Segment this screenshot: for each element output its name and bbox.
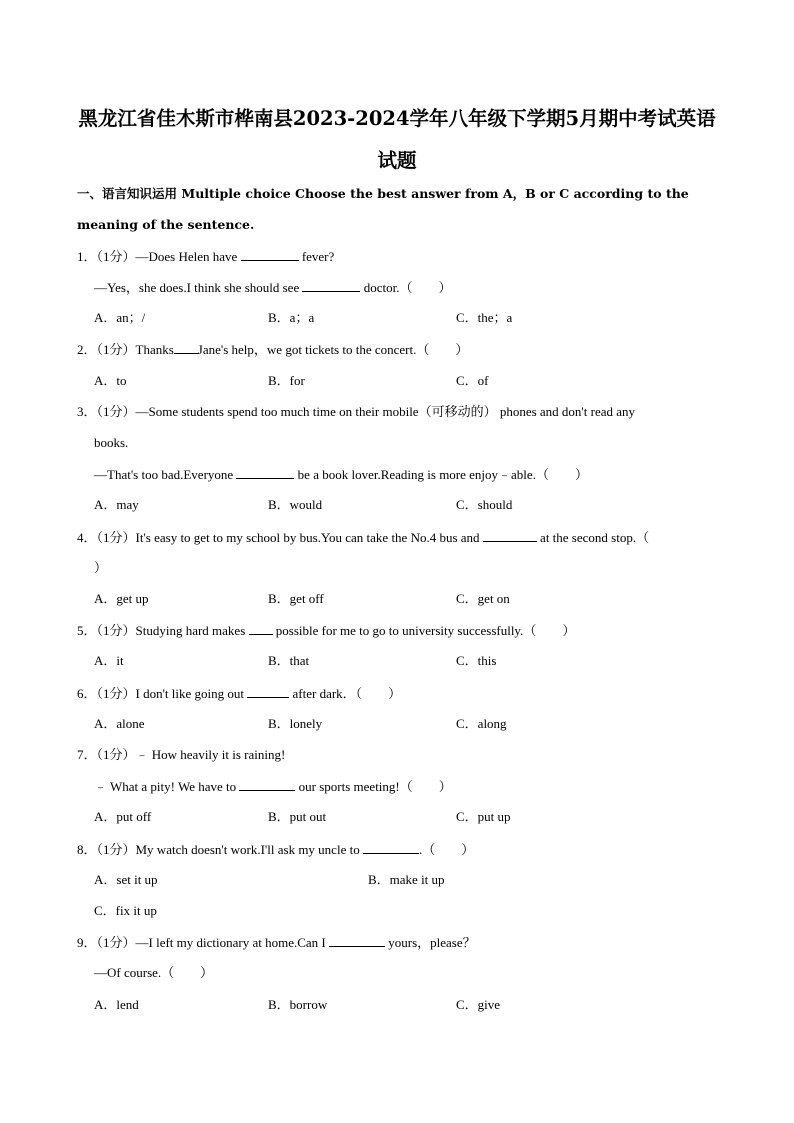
question-6: 6．（1分）I don't like going out after dark．（ ） [77,683,401,703]
option-b[interactable]: B．lonely [268,716,323,731]
option-a[interactable]: A．an；/ [94,310,146,325]
option-b[interactable]: B．put out [268,809,327,824]
option-c[interactable]: C．give [456,997,501,1012]
option-c[interactable]: C．this [456,653,497,668]
question-9-response: —Of course.（ ） [94,965,214,980]
question-3-response: —That's too bad.Everyone be a book lover.Reading is more enjoy﹣able.（ ） [94,464,588,484]
question-4: 4．（1分）It's easy to get to my school by bus.You can take the No.4 bus and at the second stop.（ [77,527,649,547]
answer-blank [241,246,299,261]
question-4-continued: ） [94,560,108,575]
section-heading: 一、语言知识运用 Multiple choice Choose the best answer from A，B or C according to the meaning of the sentence. [77,186,689,232]
option-b[interactable]: B．get off [268,591,324,606]
option-b[interactable]: B．borrow [268,997,328,1012]
option-c[interactable]: C．get on [456,591,510,606]
answer-blank [236,464,294,479]
page-title: 黑龙江省佳木斯市桦南县2023-2024学年八年级下学期5月期中考试英语 [78,107,716,130]
option-b[interactable]: B．would [268,497,323,512]
option-c[interactable]: C．put up [456,809,511,824]
option-a[interactable]: A．lend [94,997,139,1012]
option-a[interactable]: A．it [94,653,124,668]
question-2: 2．（1分）Thanks Jane's help，we got tickets to the concert.（ ） [77,339,468,359]
answer-blank [247,683,289,698]
answer-blank [363,839,419,854]
answer-blank [329,932,385,947]
answer-blank [302,277,360,292]
option-b[interactable]: B．a；a [268,310,315,325]
option-a[interactable]: A．alone [94,716,145,731]
option-b[interactable]: B．for [268,373,305,388]
answer-blank [483,527,537,542]
option-b[interactable]: B．make it up [368,872,445,887]
option-c[interactable]: C．should [456,497,513,512]
option-a[interactable]: A．get up [94,591,149,606]
question-5: 5．（1分）Studying hard makes possible for me to go to university successfully.（ ） [77,620,575,640]
page-title-continued: 试题 [377,149,417,172]
question-7-response: ﹣ What a pity! We have to our sports meeting!（ ） [94,776,452,796]
question-7: 7．（1分）﹣ How heavily it is raining! [77,747,286,762]
option-c[interactable]: C．of [456,373,489,388]
answer-blank [174,339,198,354]
option-a[interactable]: A．to [94,373,127,388]
question-8: 8．（1分）My watch doesn't work.I'll ask my uncle to .（ ） [77,839,474,859]
option-b[interactable]: B．that [268,653,310,668]
answer-blank [249,620,273,635]
option-c[interactable]: C．the；a [456,310,513,325]
question-9: 9．（1分）—I left my dictionary at home.Can I yours，please？ [77,932,476,952]
option-a[interactable]: A．may [94,497,139,512]
option-c[interactable]: C．along [456,716,507,731]
answer-blank [239,776,295,791]
option-a[interactable]: A．set it up [94,872,158,887]
question-1: 1．（1分）—Does Helen have fever? [77,246,334,266]
option-c[interactable]: C．fix it up [94,903,157,918]
question-3: 3．（1分）—Some students spend too much time on their mobile（可移动的） phones and don't read any [77,404,636,419]
option-a[interactable]: A．put off [94,809,152,824]
question-1-response: —Yes，she does.I think she should see doctor.（ ） [94,277,451,297]
question-3-continued: books. [94,435,129,450]
